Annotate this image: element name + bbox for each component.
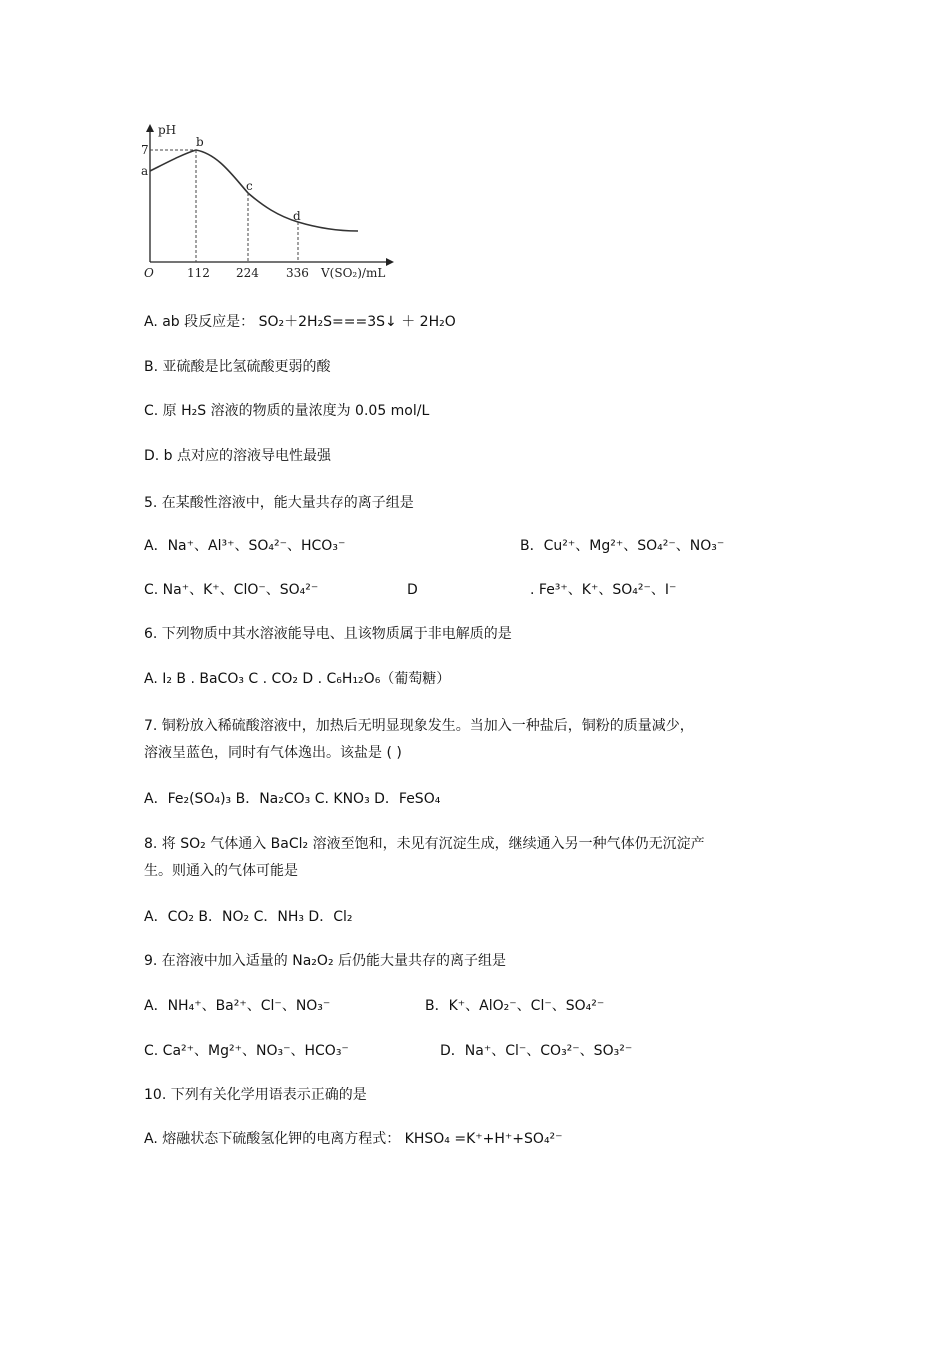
q8-options: A．CO₂ B．NO₂ C．NH₃ D．Cl₂ [144,909,353,925]
question-6: 6. 下列物质中其水溶液能导电、且该物质属于非电解质的是 [144,626,512,642]
q7-options: A．Fe₂(SO₄)₃ B．Na₂CO₃ C. KNO₃ D．FeSO₄ [144,791,441,807]
question-5: 5. 在某酸性溶液中，能大量共存的离子组是 [144,495,414,511]
option-a: A. ab 段反应是： SO₂＋2H₂S===3S↓ ＋ 2H₂O [144,314,456,330]
q9-option-a: A．NH₄⁺、Ba²⁺、Cl⁻、NO₃⁻ [144,998,331,1014]
q9-option-c: C. Ca²⁺、Mg²⁺、NO₃⁻、HCO₃⁻ [144,1043,349,1059]
question-10: 10. 下列有关化学用语表示正确的是 [144,1087,367,1103]
q5-option-c: C. Na⁺、K⁺、ClO⁻、SO₄²⁻ [144,582,319,598]
y-label: pH [158,123,177,137]
origin-label: O [144,266,154,280]
question-7-line-1: 7. 铜粉放入稀硫酸溶液中，加热后无明显现象发生。当加入一种盐后，铜粉的质量减少， [144,718,694,734]
x-axis-arrow [386,258,394,266]
q9-option-d: D．Na⁺、Cl⁻、CO₃²⁻、SO₃²⁻ [440,1043,633,1059]
ph-curve-graph [138,118,408,288]
option-b: B. 亚硫酸是比氢硫酸更弱的酸 [144,359,331,375]
point-a: a [141,164,149,178]
option-d: D. b 点对应的溶液导电性最强 [144,448,332,464]
option-c: C. 原 H₂S 溶液的物质的量浓度为 0.05 mol/L [144,403,430,419]
question-9: 9. 在溶液中加入适量的 Na₂O₂ 后仍能大量共存的离子组是 [144,953,507,969]
ph-curve [150,150,358,231]
q10-option-a: A. 熔融状态下硫酸氢化钾的电离方程式： KHSO₄ =K⁺+H⁺+SO₄²⁻ [144,1131,563,1147]
q9-option-b: B．K⁺、AlO₂⁻、Cl⁻、SO₄²⁻ [425,998,605,1014]
y-axis-arrow [146,124,154,132]
q5-option-b: B．Cu²⁺、Mg²⁺、SO₄²⁻、NO₃⁻ [520,538,725,554]
x-label: V(SO₂)/mL [321,266,386,280]
point-c: c [246,179,253,193]
y-tick-7: 7 [141,143,149,157]
point-d: d [293,209,301,223]
question-7-line-2: 溶液呈蓝色，同时有气体逸出。该盐是 ( ) [144,745,402,761]
q5-option-d-letter: D [407,582,418,598]
x-tick-336: 336 [286,266,309,280]
question-8-line-2: 生。则通入的气体可能是 [144,863,298,879]
question-8-line-1: 8. 将 SO₂ 气体通入 BaCl₂ 溶液至饱和，未见有沉淀生成，继续通入另一种气体仍无沉淀产 [144,836,705,852]
q5-option-d: . Fe³⁺、K⁺、SO₄²⁻、I⁻ [530,582,677,598]
q6-options: A. I₂ B . BaCO₃ C . CO₂ D . C₆H₁₂O₆（葡萄糖） [144,671,451,687]
point-b: b [196,135,204,149]
x-tick-112: 112 [187,266,210,280]
x-tick-224: 224 [236,266,259,280]
q5-option-a: A．Na⁺、Al³⁺、SO₄²⁻、HCO₃⁻ [144,538,346,554]
